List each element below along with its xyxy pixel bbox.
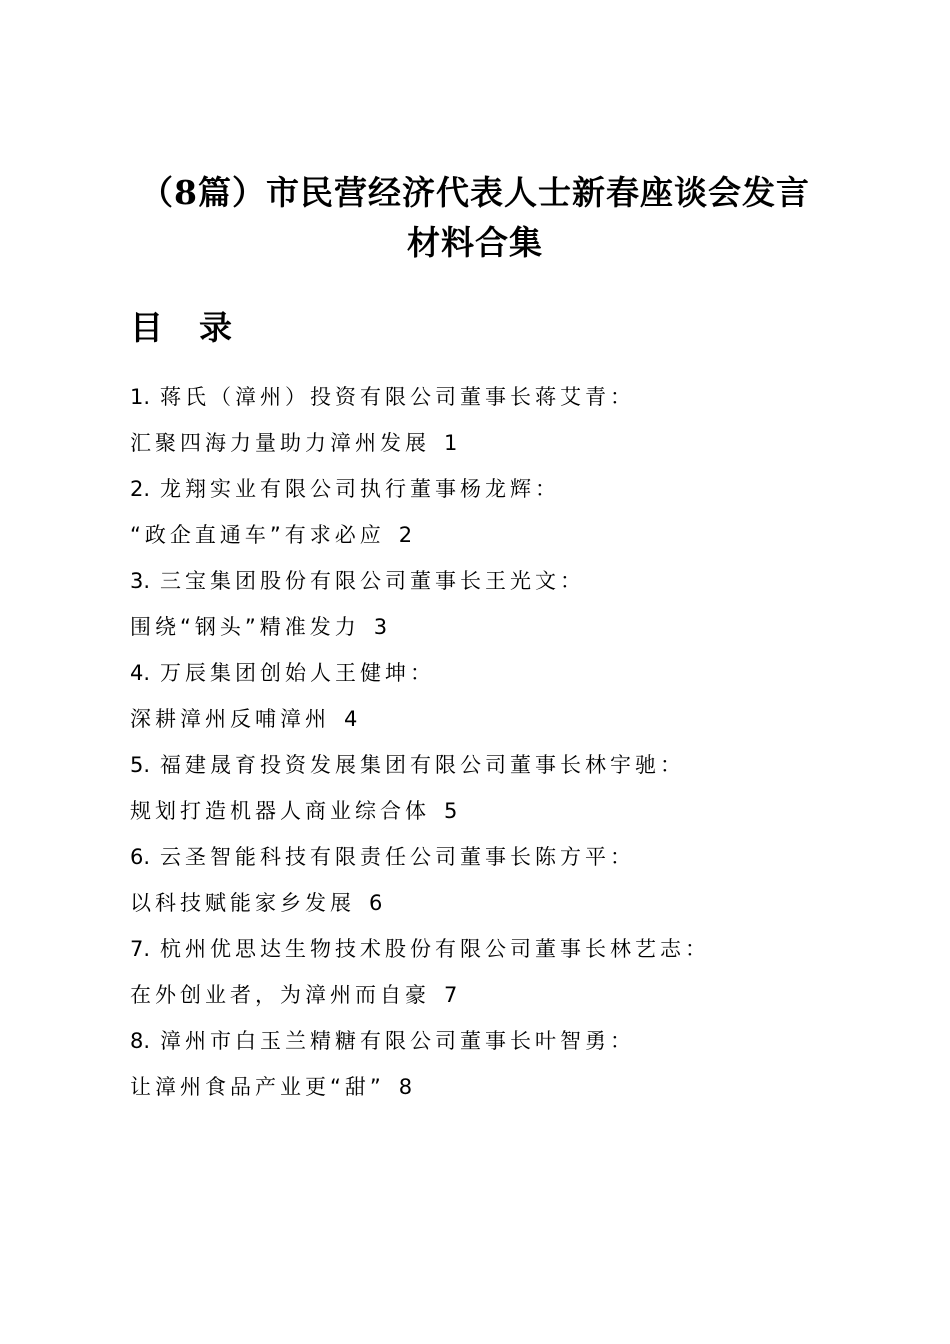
toc-entry-topic: 围绕“钢头”精准发力 bbox=[130, 615, 360, 639]
toc-entry-speaker: 福建晟育投资发展集团有限公司董事长林宇驰： bbox=[160, 753, 686, 777]
toc-entry[interactable] bbox=[130, 374, 850, 466]
toc-entry[interactable] bbox=[130, 466, 850, 558]
toc-entry[interactable] bbox=[130, 742, 850, 834]
toc-entry-number: 7. bbox=[130, 937, 151, 961]
toc-entry-topic: 以科技赋能家乡发展 bbox=[130, 891, 355, 915]
toc-entry-page: 4 bbox=[344, 707, 358, 731]
toc-entry-speaker: 云圣智能科技有限责任公司董事长陈方平： bbox=[160, 845, 636, 869]
toc-entry-page: 2 bbox=[398, 523, 413, 547]
toc-entry-topic: 汇聚四海力量助力漳州发展 bbox=[130, 431, 430, 455]
toc-entry-page: 8 bbox=[398, 1075, 413, 1099]
toc-entry-page: 1 bbox=[444, 431, 458, 455]
toc-entry-speaker: 杭州优思达生物技术股份有限公司董事长林艺志： bbox=[160, 937, 711, 961]
toc-entry-topic: “政企直通车”有求必应 bbox=[130, 523, 385, 547]
toc-entry-number: 2. bbox=[130, 477, 151, 501]
toc-entry[interactable] bbox=[130, 1018, 850, 1110]
toc-entry-page: 3 bbox=[373, 615, 388, 639]
toc-entry-speaker: 龙翔实业有限公司执行董事杨龙辉： bbox=[160, 477, 561, 501]
toc-entry-number: 8. bbox=[130, 1029, 151, 1053]
toc-entry-number: 1. bbox=[130, 385, 151, 409]
toc-entry[interactable] bbox=[130, 650, 850, 742]
toc-entry-topic: 深耕漳州反哺漳州 bbox=[130, 707, 330, 731]
toc-entry[interactable] bbox=[130, 834, 850, 926]
toc-entry-topic: 让漳州食品产业更“甜” bbox=[130, 1075, 385, 1099]
toc-heading: 目录 bbox=[130, 308, 268, 347]
toc-entry-number: 6. bbox=[130, 845, 151, 869]
toc-entry-speaker: 三宝集团股份有限公司董事长王光文： bbox=[160, 569, 586, 593]
toc-entry-page: 6 bbox=[369, 891, 383, 915]
toc-entry-speaker: 蒋氏（漳州）投资有限公司董事长蒋艾青： bbox=[160, 385, 636, 409]
toc-entry-page: 5 bbox=[444, 799, 458, 823]
title-line-1: （8篇）市民营经济代表人士新春座谈会发言 bbox=[140, 173, 810, 212]
toc-entry-topic: 规划打造机器人商业综合体 bbox=[130, 799, 430, 823]
toc-entry[interactable] bbox=[130, 558, 850, 650]
document-title bbox=[100, 168, 850, 268]
toc-entry-topic: 在外创业者，为漳州而自豪 bbox=[130, 983, 430, 1007]
toc-entry-number: 4. bbox=[130, 661, 151, 685]
toc-entry-number: 3. bbox=[130, 569, 151, 593]
toc-entry-page: 7 bbox=[444, 983, 458, 1007]
toc-entry-speaker: 万辰集团创始人王健坤： bbox=[160, 661, 436, 685]
table-of-contents bbox=[130, 374, 850, 1110]
toc-entry[interactable] bbox=[130, 926, 850, 1018]
toc-entry-number: 5. bbox=[130, 753, 151, 777]
title-line-2: 材料合集 bbox=[407, 223, 543, 262]
toc-entry-speaker: 漳州市白玉兰精糖有限公司董事长叶智勇： bbox=[160, 1029, 636, 1053]
